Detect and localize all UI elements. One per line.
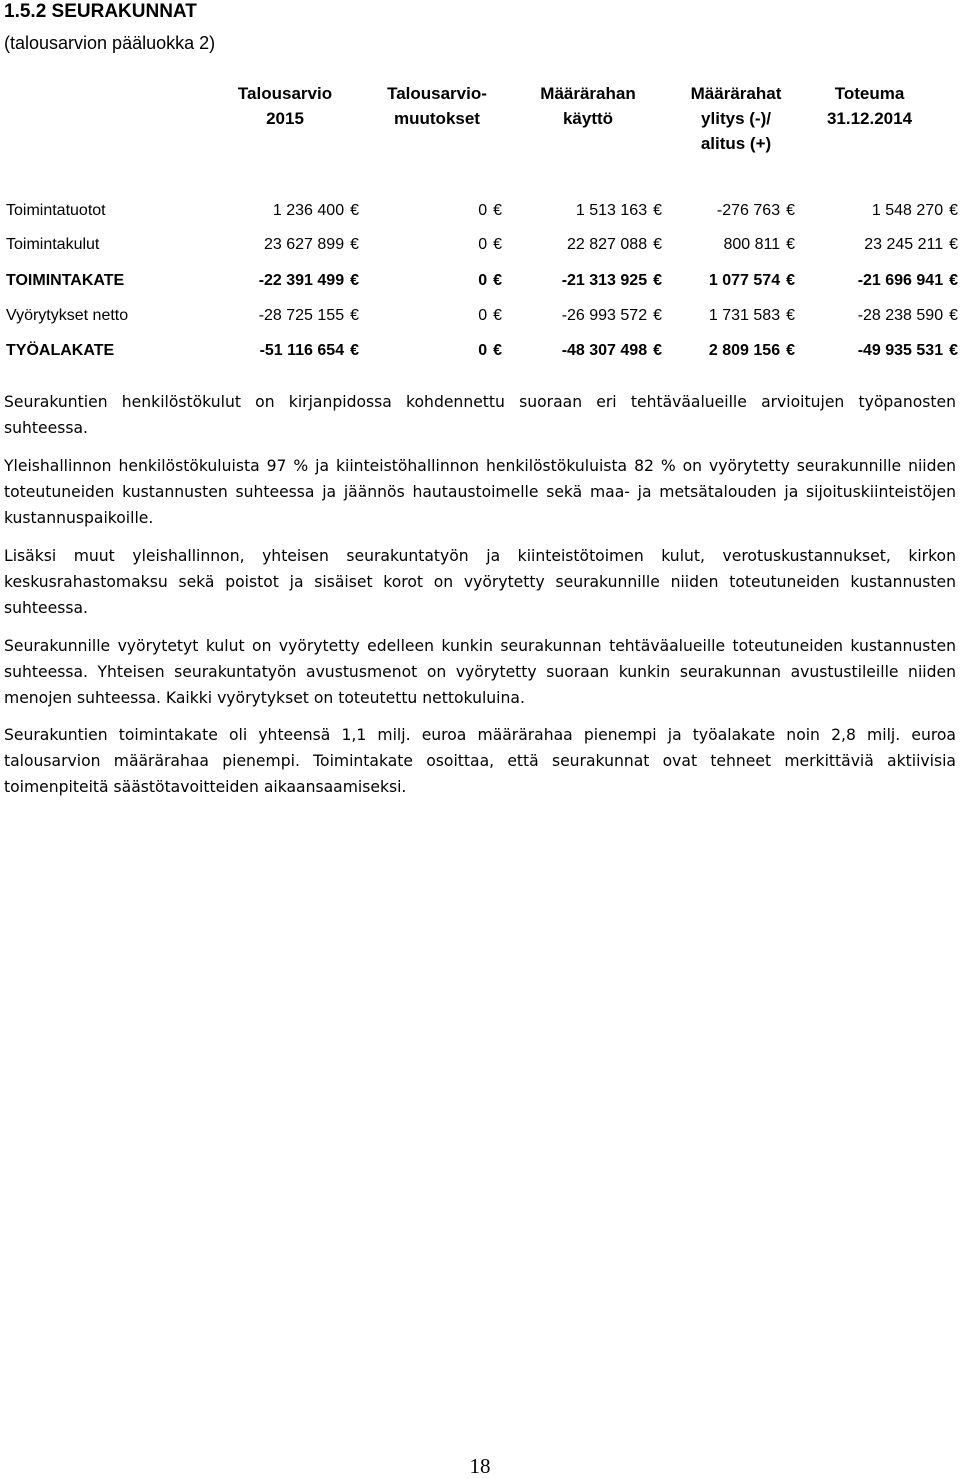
cell-actual-2014: 23 245 211 € [864, 236, 958, 253]
column-header-appropriation-use: Määrärahan käyttö [540, 84, 636, 128]
cell-budget-changes: 0 € [478, 342, 502, 359]
cell-appropriation-use: -21 313 925 € [561, 272, 662, 289]
row-label: Toimintakulut [6, 236, 100, 253]
paragraph-summary: Seurakuntien toimintakate oli yhteensä 1,1 milj. euroa määrärahaa pienempi ja työalakate noin 2,8 milj. euroa talousarvion määrärahaa pienempi. Toimintakate osoittaa, että seurakunnat ovat tehneet merkittäviä aktiivisia toimenpiteitä säästötavoitteiden aikaansaamiseksi. [4, 726, 956, 796]
cell-actual-2014: -49 935 531 € [857, 342, 958, 359]
paragraph-other-allocations: Lisäksi muut yleishallinnon, yhteisen seurakuntatyön ja kiinteistötoimen kulut, verotuskustannukset, kirkon keskusrahastomaksu sekä poistot ja sisäiset korot on vyörytetty seurakunnille niiden toteutuneiden kustannusten suhteessa. [4, 547, 956, 617]
cell-budget-changes: 0 € [478, 236, 502, 253]
row-label: TOIMINTAKATE [6, 272, 125, 289]
cell-appropriation-use: -26 993 572 € [561, 307, 662, 324]
cell-over-under: 2 809 156 € [708, 342, 795, 359]
table-row [0, 336, 960, 366]
cell-budget-2015: -51 116 654 € [259, 342, 359, 359]
table-row [0, 266, 960, 296]
paragraph-personnel-costs: Seurakuntien henkilöstökulut on kirjanpidossa kohdennettu suoraan eri tehtäväalueille arvioitujen työpanosten suhteessa. [4, 393, 956, 437]
cell-appropriation-use: 22 827 088 € [567, 236, 662, 253]
section-heading: 1.5.2 SEURAKUNNAT [4, 1, 197, 22]
table-row [0, 230, 960, 260]
cell-budget-2015: -22 391 499 € [258, 272, 359, 289]
table-row [0, 196, 960, 226]
table-row [0, 301, 960, 331]
paragraph-allocation-shares: Yleishallinnon henkilöstökuluista 97 % ja kiinteistöhallinnon henkilöstökuluista 82 % on vyörytetty seurakunnille niiden toteutuneiden kustannusten suhteessa ja jäännös hautaustoimelle sekä maa- ja metsätalouden ja sijoituskiinteistöjen kustannuspaikoille. [4, 457, 956, 527]
cell-actual-2014: -28 238 590 € [857, 307, 958, 324]
page-number: 18 [469, 1454, 491, 1478]
cell-over-under: 1 077 574 € [708, 272, 795, 289]
cell-budget-2015: 23 627 899 € [264, 236, 359, 253]
cell-budget-2015: 1 236 400 € [272, 202, 359, 219]
column-header-actual-2014: Toteuma 31.12.2014 [826, 84, 913, 128]
cell-budget-changes: 0 € [478, 307, 502, 324]
cell-actual-2014: -21 696 941 € [857, 272, 958, 289]
cell-appropriation-use: -48 307 498 € [561, 342, 662, 359]
cell-appropriation-use: 1 513 163 € [575, 202, 662, 219]
cell-budget-changes: 0 € [478, 202, 502, 219]
paragraph-further-allocation: Seurakunnille vyörytetyt kulut on vyörytetty edelleen kunkin seurakunnan tehtäväalueille toteutuneiden kustannusten suhteessa. Yhteisen seurakuntatyön avustusmenot on vyörytetty suoraan kunkin seurakunnan avustustileille niiden menojen suhteessa. Kaikki vyörytykset on toteutettu nettokuluina. [4, 637, 956, 707]
cell-over-under: 1 731 583 € [708, 307, 795, 324]
cell-budget-changes: 0 € [478, 272, 502, 289]
cell-over-under: 800 811 € [723, 236, 795, 253]
cell-actual-2014: 1 548 270 € [871, 202, 958, 219]
cell-budget-2015: -28 725 155 € [258, 307, 359, 324]
section-subheading: (talousarvion pääluokka 2) [4, 33, 216, 53]
column-header-budget-changes: Talousarvio- muutokset [387, 84, 487, 128]
cell-over-under: -276 763 € [716, 202, 795, 219]
column-header-over-under: Määrärahat ylitys (-)/ alitus (+) [690, 84, 782, 153]
row-label: TYÖALAKATE [6, 342, 115, 359]
column-header-budget-2015: Talousarvio 2015 [237, 84, 333, 128]
row-label: Vyörytykset netto [6, 307, 129, 324]
row-label: Toimintatuotot [6, 202, 106, 219]
